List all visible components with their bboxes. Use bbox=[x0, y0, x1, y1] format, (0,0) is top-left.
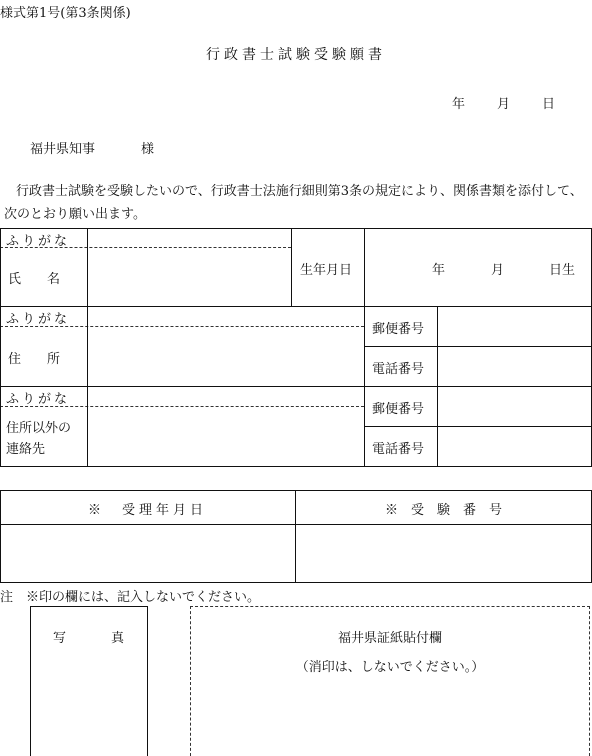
exam-number-header: ※ 受 験 番 号 bbox=[384, 503, 502, 518]
table-border-top bbox=[0, 490, 592, 491]
other-contact-field[interactable] bbox=[88, 407, 364, 466]
postal-code-label: 郵便番号 bbox=[372, 402, 425, 417]
addressee bbox=[30, 138, 154, 157]
table-border-left bbox=[0, 228, 1, 467]
phone-number-field[interactable] bbox=[438, 347, 591, 386]
addressee-honorific: 様 bbox=[141, 142, 155, 157]
addressee-name: 福井県知事 bbox=[30, 142, 96, 157]
table-border-bottom bbox=[0, 466, 592, 467]
document-title: 行政書士試験受験願書 bbox=[206, 47, 386, 63]
table-border-bottom bbox=[0, 582, 592, 583]
birth-date-field[interactable] bbox=[365, 229, 591, 306]
photo-label-2: 真 bbox=[111, 631, 125, 646]
address-field[interactable] bbox=[88, 327, 364, 386]
other-contact-label-line2: 連絡先 bbox=[6, 442, 46, 457]
application-statement: 行政書士試験を受験したいので、行政書士法施行細則第3条の規定により、関係書類を添付して、次のとおり願い出ます。 bbox=[4, 184, 583, 222]
postal-code-label: 郵便番号 bbox=[372, 322, 425, 337]
furigana-label: ふりがな bbox=[6, 234, 71, 249]
date-day: 日 bbox=[542, 97, 556, 112]
birth-day-label: 日生 bbox=[549, 263, 576, 278]
contact-furigana-field[interactable] bbox=[88, 387, 364, 406]
stamp-area-label: 福井県証紙貼付欄 bbox=[337, 631, 442, 646]
date-year: 年 bbox=[452, 97, 466, 112]
birth-year-label: 年 bbox=[432, 263, 446, 278]
date-month: 月 bbox=[497, 97, 511, 112]
contact-postal-code-field[interactable] bbox=[438, 387, 591, 426]
photo-box[interactable] bbox=[30, 606, 148, 756]
other-contact-label-line1: 住所以外の bbox=[6, 421, 72, 436]
birth-date-label: 生年月日 bbox=[300, 263, 353, 278]
revenue-stamp-area[interactable] bbox=[190, 606, 590, 756]
address-furigana-field[interactable] bbox=[88, 307, 364, 326]
name-field[interactable] bbox=[88, 248, 291, 306]
furigana-label: ふりがな bbox=[6, 392, 71, 407]
stamp-area-note: （消印は、しないでください。） bbox=[295, 660, 485, 675]
photo-label-1: 写 bbox=[53, 631, 67, 646]
postal-code-field[interactable] bbox=[438, 307, 591, 346]
birth-month-label: 月 bbox=[491, 263, 505, 278]
furigana-label: ふりがな bbox=[6, 312, 71, 327]
name-label: 氏 名 bbox=[8, 272, 61, 287]
table-column-rule bbox=[291, 228, 292, 306]
office-use-note: 注 ※印の欄には、記入しないでください。 bbox=[0, 590, 261, 605]
phone-number-label: 電話番号 bbox=[372, 362, 425, 377]
phone-number-label: 電話番号 bbox=[372, 442, 425, 457]
table-rule bbox=[0, 524, 592, 525]
received-date-header: ※ 受理年月日 bbox=[87, 503, 207, 518]
name-furigana-field[interactable] bbox=[88, 229, 291, 247]
form-number: 様式第1号(第3条関係) bbox=[0, 6, 131, 21]
address-label: 住 所 bbox=[8, 352, 61, 367]
contact-phone-number-field[interactable] bbox=[438, 427, 591, 466]
application-date bbox=[452, 93, 555, 112]
